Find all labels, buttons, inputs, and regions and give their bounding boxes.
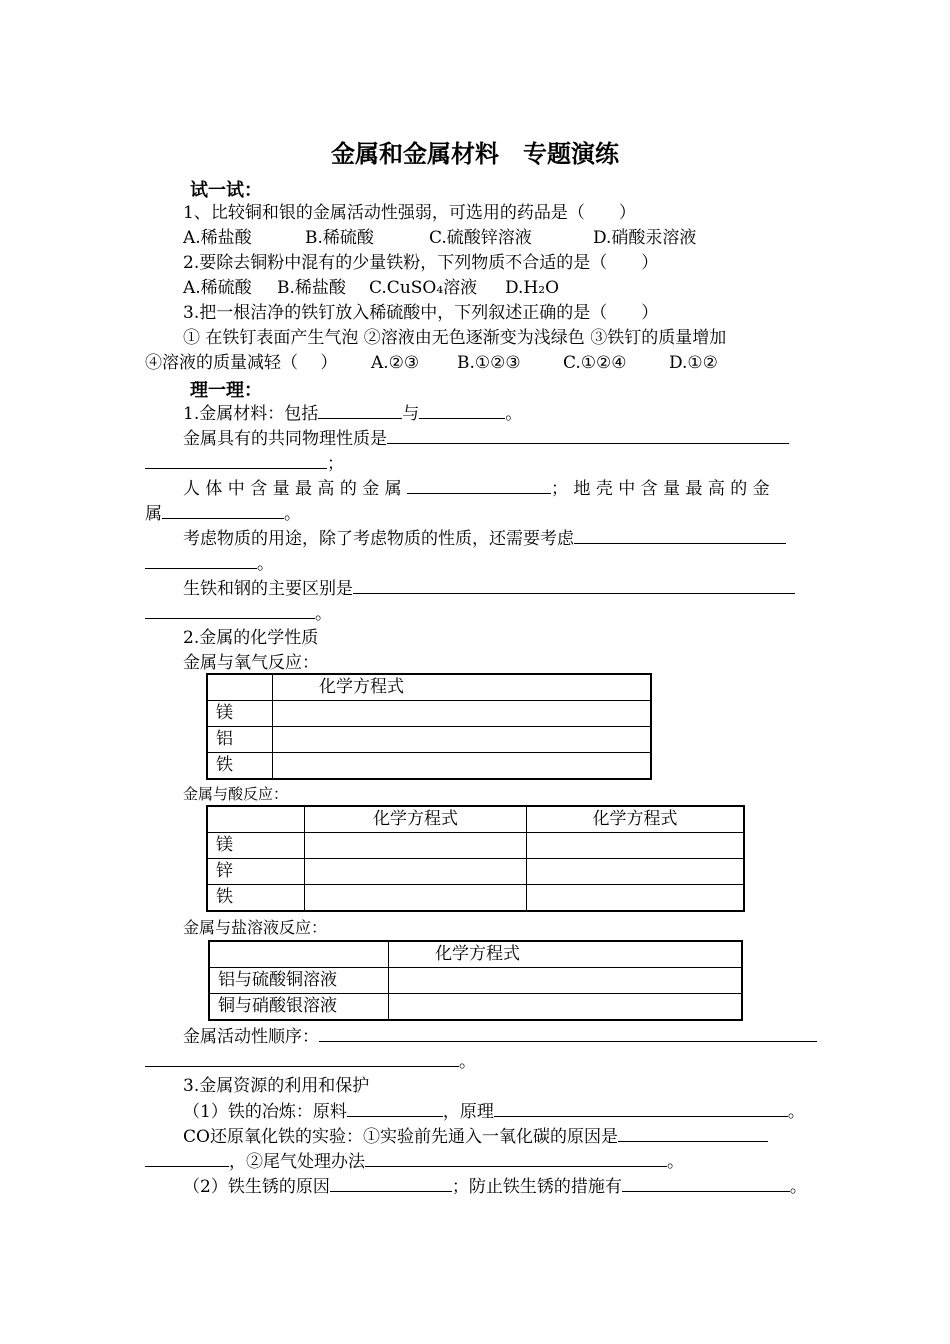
equation-cell[interactable] [305, 885, 527, 912]
metal-acid-table [206, 805, 745, 912]
equation-cell[interactable] [389, 968, 743, 994]
equation-cell[interactable] [305, 859, 527, 885]
question-3-options [145, 352, 718, 374]
iron-steel-difference-line [183, 577, 795, 600]
metal-acid-label: 金属与酸反应： [183, 785, 289, 803]
chemical-properties-heading: 2.金属的化学性质 [183, 628, 319, 648]
section-sort-heading: 理一理： [190, 380, 262, 401]
row-label: 铝与硫酸铜溶液 [209, 968, 389, 994]
answer-blank[interactable] [145, 1150, 229, 1167]
equation-cell[interactable] [273, 727, 652, 753]
answer-blank[interactable] [353, 577, 795, 594]
co-reduction-line [183, 1125, 768, 1148]
row-label: 铁 [207, 885, 305, 912]
period: 。 [505, 404, 523, 424]
question-3-statements: ① 在铁钉表面产生气泡 ②溶液由无色逐渐变为浅绿色 ③铁钉的质量增加 [183, 328, 727, 348]
period: 。 [789, 1177, 807, 1197]
table-corner-cell [209, 941, 389, 968]
row-label: 镁 [207, 701, 273, 727]
co-reduction-line-2 [145, 1150, 684, 1173]
answer-blank[interactable] [145, 602, 315, 619]
metal-oxygen-label: 金属与氧气反应： [183, 653, 319, 673]
iron-rust-line [183, 1175, 807, 1198]
metal-materials-label: 1.金属材料：包括 [183, 404, 319, 424]
option-b: B.①②③ [457, 353, 521, 373]
equation-cell[interactable] [527, 833, 745, 859]
usage-considerations-line-2 [145, 552, 274, 575]
table-corner-cell [207, 674, 273, 701]
abundant-metal-line-2 [145, 502, 301, 525]
tail-gas-label: ，②尾气处理办法 [229, 1152, 365, 1172]
answer-blank[interactable] [347, 1100, 443, 1117]
row-label: 铁 [207, 753, 273, 780]
table-header-equation: 化学方程式 [305, 806, 527, 833]
option-a: A.②③ [371, 353, 420, 373]
equation-cell[interactable] [527, 885, 745, 912]
iron-smelting-label: （1）铁的冶炼：原料 [183, 1102, 347, 1122]
option-a: A.稀硫酸 [183, 278, 252, 298]
option-d: D.①② [669, 353, 718, 373]
rust-cause-label: （2）铁生锈的原因 [183, 1177, 330, 1197]
row-label: 铜与硝酸银溶液 [209, 994, 389, 1021]
answer-blank[interactable] [407, 477, 551, 494]
answer-blank[interactable] [162, 502, 284, 519]
statement-4: ④溶液的质量减轻（ ） [145, 353, 338, 373]
usage-considerations-label: 考虑物质的用途，除了考虑物质的性质，还需要考虑 [183, 529, 574, 549]
equation-cell[interactable] [305, 833, 527, 859]
section-try-heading: 试一试： [190, 180, 262, 201]
question-1-options [183, 227, 696, 249]
option-a: A.稀盐酸 [183, 228, 252, 248]
answer-blank[interactable] [145, 552, 257, 569]
answer-blank[interactable] [494, 1100, 788, 1117]
metal-materials-line [183, 402, 522, 425]
equation-cell[interactable] [273, 701, 652, 727]
body-metal-label: 人 体 中 含 量 最 高 的 金 属 [183, 479, 402, 499]
principle-label: ，原理 [442, 1102, 494, 1122]
activity-series-line [183, 1025, 817, 1048]
answer-blank[interactable] [622, 1175, 790, 1192]
crust-metal-label-end: 属 [145, 504, 162, 524]
option-c: C.CuSO₄溶液 [369, 278, 478, 298]
and-text: 与 [402, 404, 420, 424]
answer-blank[interactable] [419, 402, 505, 419]
page-title: 金属和金属材料 专题演练 [331, 140, 619, 168]
metal-oxygen-table [206, 673, 652, 780]
period: 。 [284, 504, 301, 524]
semicolon: ； [327, 454, 344, 474]
iron-steel-difference-label: 生铁和钢的主要区别是 [183, 579, 353, 599]
period: 。 [257, 554, 274, 574]
table-corner-cell [207, 806, 305, 833]
option-d: D.硝酸汞溶液 [593, 228, 697, 248]
equation-cell[interactable] [389, 994, 743, 1021]
activity-series-line-2 [145, 1050, 476, 1073]
metal-salt-label [183, 917, 327, 939]
option-b: B.稀硫酸 [305, 228, 374, 248]
answer-blank[interactable] [574, 527, 786, 544]
physical-properties-label: 金属具有的共同物理性质是 [183, 429, 387, 449]
table-header-equation: 化学方程式 [389, 941, 743, 968]
equation-cell[interactable] [273, 753, 652, 780]
question-1: 1、比较铜和银的金属活动性强弱，可选用的药品是（ ） [183, 203, 636, 223]
metal-salt-text: 金属与盐溶液反应： [183, 918, 328, 937]
abundant-metal-line [183, 477, 770, 500]
answer-blank[interactable] [330, 1175, 452, 1192]
answer-blank[interactable] [618, 1125, 768, 1142]
question-3: 3.把一根洁净的铁钉放入稀硫酸中，下列叙述正确的是（ ） [183, 303, 659, 323]
answer-blank[interactable] [387, 427, 789, 444]
rust-prevention-label: ；防止铁生锈的措施有 [451, 1177, 622, 1197]
option-d: D.H₂O [505, 278, 560, 298]
iron-smelting-line [183, 1100, 805, 1123]
question-2: 2.要除去铜粉中混有的少量铁粉，下列物质不合适的是（ ） [183, 253, 659, 273]
table-header-equation: 化学方程式 [527, 806, 745, 833]
usage-considerations-line [183, 527, 786, 550]
option-c: C.硫酸锌溶液 [429, 228, 532, 248]
iron-steel-difference-line-2 [145, 602, 332, 625]
physical-properties-line-2 [145, 452, 344, 475]
option-c: C.①②④ [563, 353, 627, 373]
period: 。 [787, 1102, 805, 1122]
answer-blank[interactable] [145, 452, 327, 469]
row-label: 锌 [207, 859, 305, 885]
table-header-equation: 化学方程式 [273, 674, 652, 701]
answer-blank[interactable] [319, 1025, 817, 1042]
activity-series-label: 金属活动性顺序： [183, 1027, 319, 1047]
period: 。 [315, 604, 332, 624]
metal-resources-heading: 3.金属资源的利用和保护 [183, 1076, 370, 1096]
answer-blank[interactable] [318, 402, 402, 419]
crust-metal-label: ； 地 壳 中 含 量 最 高 的 金 [551, 479, 770, 499]
equation-cell[interactable] [527, 859, 745, 885]
question-2-options [183, 277, 559, 299]
row-label: 铝 [207, 727, 273, 753]
period: 。 [667, 1152, 684, 1172]
answer-blank[interactable] [145, 1050, 459, 1067]
answer-blank[interactable] [365, 1150, 667, 1167]
row-label: 镁 [207, 833, 305, 859]
co-reduction-label: CO还原氧化铁的实验：①实验前先通入一氧化碳的原因是 [183, 1127, 618, 1147]
option-b: B.稀盐酸 [277, 278, 346, 298]
period: 。 [459, 1052, 476, 1072]
metal-salt-table [208, 940, 743, 1021]
physical-properties-line [183, 427, 789, 450]
